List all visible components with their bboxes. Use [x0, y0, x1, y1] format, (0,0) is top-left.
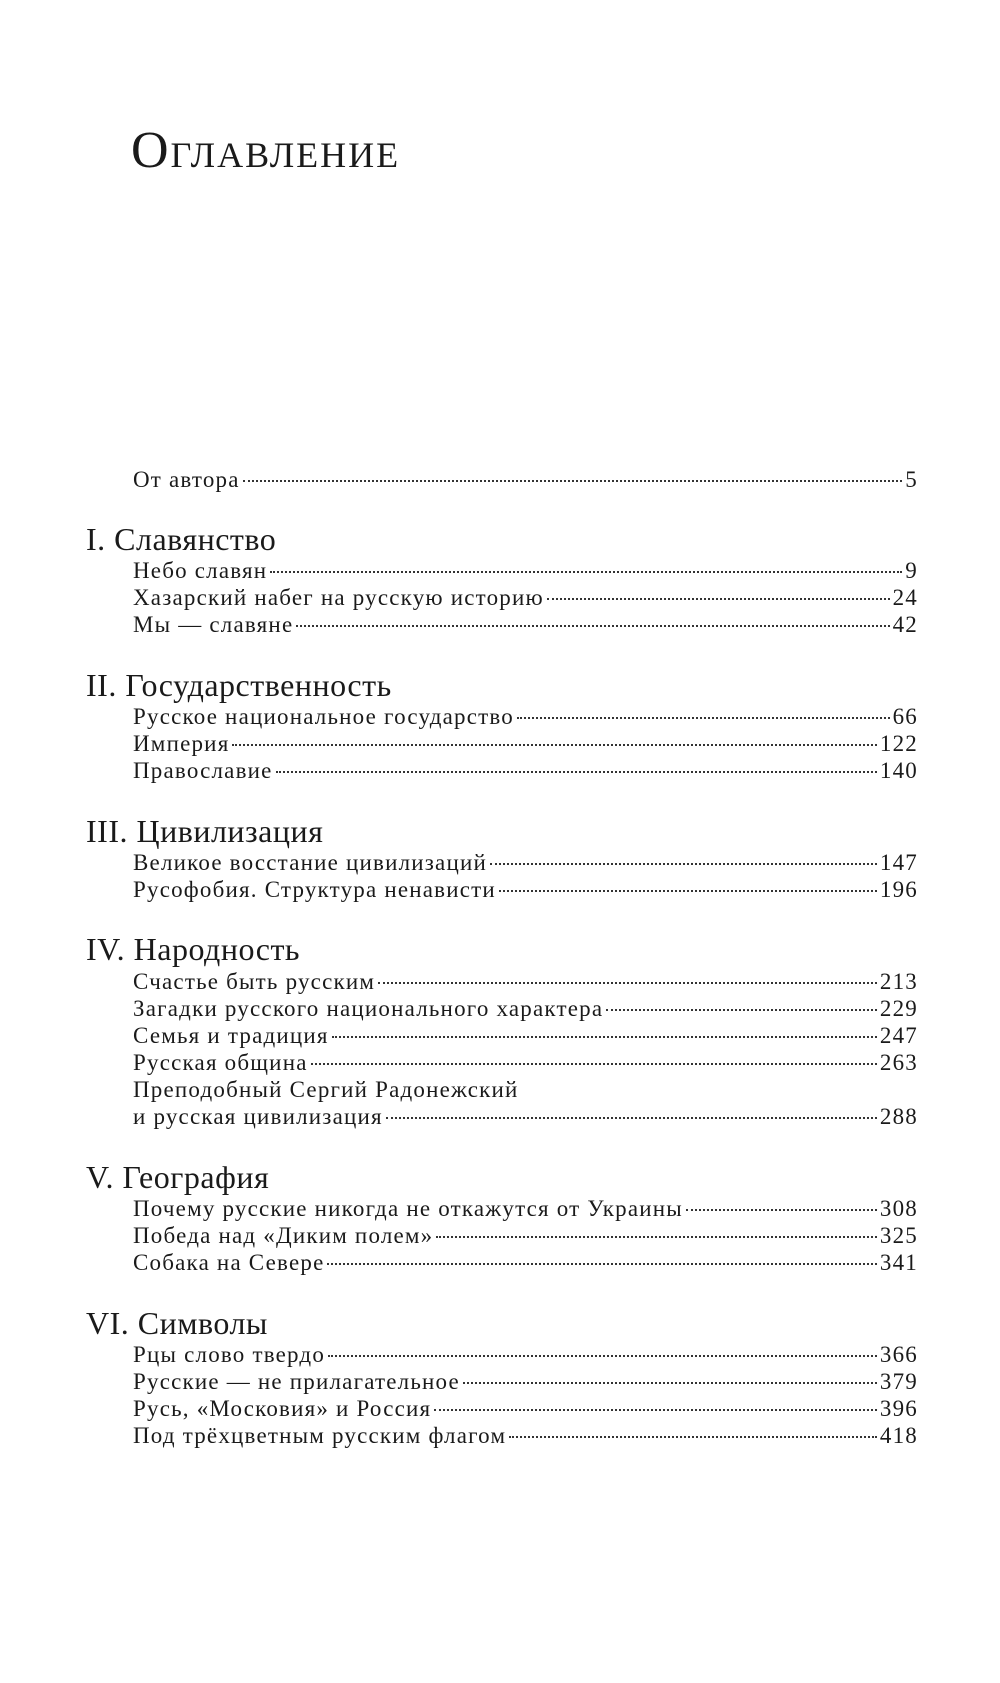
dot-leader: [436, 1236, 877, 1238]
section-heading-2: II. Государственность: [86, 667, 392, 703]
toc-entry-title: и русская цивилизация: [133, 1104, 383, 1129]
dot-leader: [328, 1355, 877, 1357]
toc-entry[interactable]: [133, 1048, 918, 1078]
dot-leader: [232, 744, 876, 746]
toc-entry-title: Победа над «Диким полем»: [133, 1223, 434, 1248]
toc-entry-page: 42: [892, 612, 918, 637]
toc-entry-page: 308: [879, 1196, 918, 1221]
toc-entry[interactable]: [133, 1421, 918, 1451]
toc-entry-page: 229: [879, 996, 918, 1021]
dot-leader: [243, 480, 903, 482]
toc-entry[interactable]: [133, 1248, 918, 1278]
toc-entry-title: Русское национальное государство: [133, 704, 514, 729]
toc-entry-title: Русская община: [133, 1050, 308, 1075]
dot-leader: [686, 1209, 877, 1211]
toc-entry-page: 24: [892, 585, 918, 610]
toc-entry[interactable]: [133, 994, 918, 1024]
toc-entry-title: Рцы слово твердо: [133, 1342, 326, 1367]
toc-entry-page: 5: [905, 467, 918, 492]
toc-entry-title: Русофобия. Структура ненависти: [133, 877, 496, 902]
dot-leader: [490, 863, 877, 865]
dot-leader: [434, 1409, 877, 1411]
toc-entry[interactable]: [133, 702, 918, 732]
toc-entry-title: Православие: [133, 758, 273, 783]
toc-entry-title: Небо славян: [133, 558, 268, 583]
toc-entry[interactable]: [133, 848, 918, 878]
toc-entry-title: Мы — славяне: [133, 612, 294, 637]
toc-entry-page: 418: [879, 1423, 918, 1448]
dot-leader: [327, 1263, 876, 1265]
toc-entry[interactable]: [133, 610, 918, 640]
toc-entry-page: 396: [879, 1396, 918, 1421]
toc-entry[interactable]: [133, 1221, 918, 1251]
toc-entry[interactable]: [133, 1340, 918, 1370]
toc-entry-page: 122: [879, 731, 918, 756]
toc-entry-page: 341: [879, 1250, 918, 1275]
toc-entry[interactable]: [133, 1021, 918, 1051]
toc-entry[interactable]: [133, 1394, 918, 1424]
section-heading-4: IV. Народность: [86, 931, 301, 967]
toc-entry[interactable]: [133, 1102, 918, 1132]
dot-leader: [499, 890, 877, 892]
toc-entry[interactable]: [133, 556, 918, 586]
toc-entry-title: Хазарский набег на русскую историю: [133, 585, 544, 610]
dot-leader: [463, 1382, 877, 1384]
toc-entry-title: Почему русские никогда не откажутся от Украины: [133, 1196, 683, 1221]
dot-leader: [378, 982, 877, 984]
toc-entry-title: Под трёхцветным русским флагом: [133, 1423, 507, 1448]
dot-leader: [296, 625, 889, 627]
toc-entry-title: Собака на Севере: [133, 1250, 325, 1275]
dot-leader: [517, 717, 890, 719]
dot-leader: [606, 1009, 877, 1011]
toc-entry-title: От автора: [133, 467, 240, 492]
toc-entry-title: Счастье быть русским: [133, 969, 376, 994]
toc-entry-title: Русь, «Московия» и Россия: [133, 1396, 432, 1421]
toc-entry-title: Русские — не прилагательное: [133, 1369, 460, 1394]
page-title: Оглавление: [131, 122, 401, 179]
dot-leader: [386, 1117, 877, 1119]
dot-leader: [311, 1063, 877, 1065]
toc-entry[interactable]: [133, 1194, 918, 1224]
toc-entry-page: 263: [879, 1050, 918, 1075]
dot-leader: [276, 771, 877, 773]
toc-entry[interactable]: [133, 967, 918, 997]
toc-entry-page: 9: [905, 558, 918, 583]
toc-entry-title: Великое восстание цивилизаций: [133, 850, 487, 875]
toc-entry[interactable]: [133, 729, 918, 759]
toc-entry-page: 379: [879, 1369, 918, 1394]
toc-entry-title: Загадки русского национального характера: [133, 996, 604, 1021]
toc-entry-title-line1[interactable]: Преподобный Сергий Радонежский: [133, 1077, 519, 1102]
section-heading-3: III. Цивилизация: [86, 813, 324, 849]
toc-entry[interactable]: [133, 1367, 918, 1397]
toc-entry-page: 247: [879, 1023, 918, 1048]
toc-entry-page: 288: [879, 1104, 918, 1129]
toc-entry-page: 147: [879, 850, 918, 875]
dot-leader: [270, 571, 902, 573]
dot-leader: [547, 598, 890, 600]
toc-entry-title: Семья и традиция: [133, 1023, 329, 1048]
toc-entry[interactable]: [133, 875, 918, 905]
toc-entry-page: 366: [879, 1342, 918, 1367]
dot-leader: [332, 1036, 877, 1038]
toc-entry-page: 325: [879, 1223, 918, 1248]
toc-entry-page: 66: [892, 704, 918, 729]
toc-entry-intro[interactable]: [133, 465, 918, 495]
toc-entry[interactable]: [133, 756, 918, 786]
toc-entry[interactable]: [133, 583, 918, 613]
section-heading-1: I. Славянство: [86, 521, 277, 557]
section-heading-6: VI. Символы: [86, 1305, 268, 1341]
toc-entry-page: 140: [879, 758, 918, 783]
toc-entry-page: 196: [879, 877, 918, 902]
toc-entry-title: Империя: [133, 731, 230, 756]
section-heading-5: V. География: [86, 1159, 270, 1195]
dot-leader: [509, 1436, 877, 1438]
toc-entry-page: 213: [879, 969, 918, 994]
